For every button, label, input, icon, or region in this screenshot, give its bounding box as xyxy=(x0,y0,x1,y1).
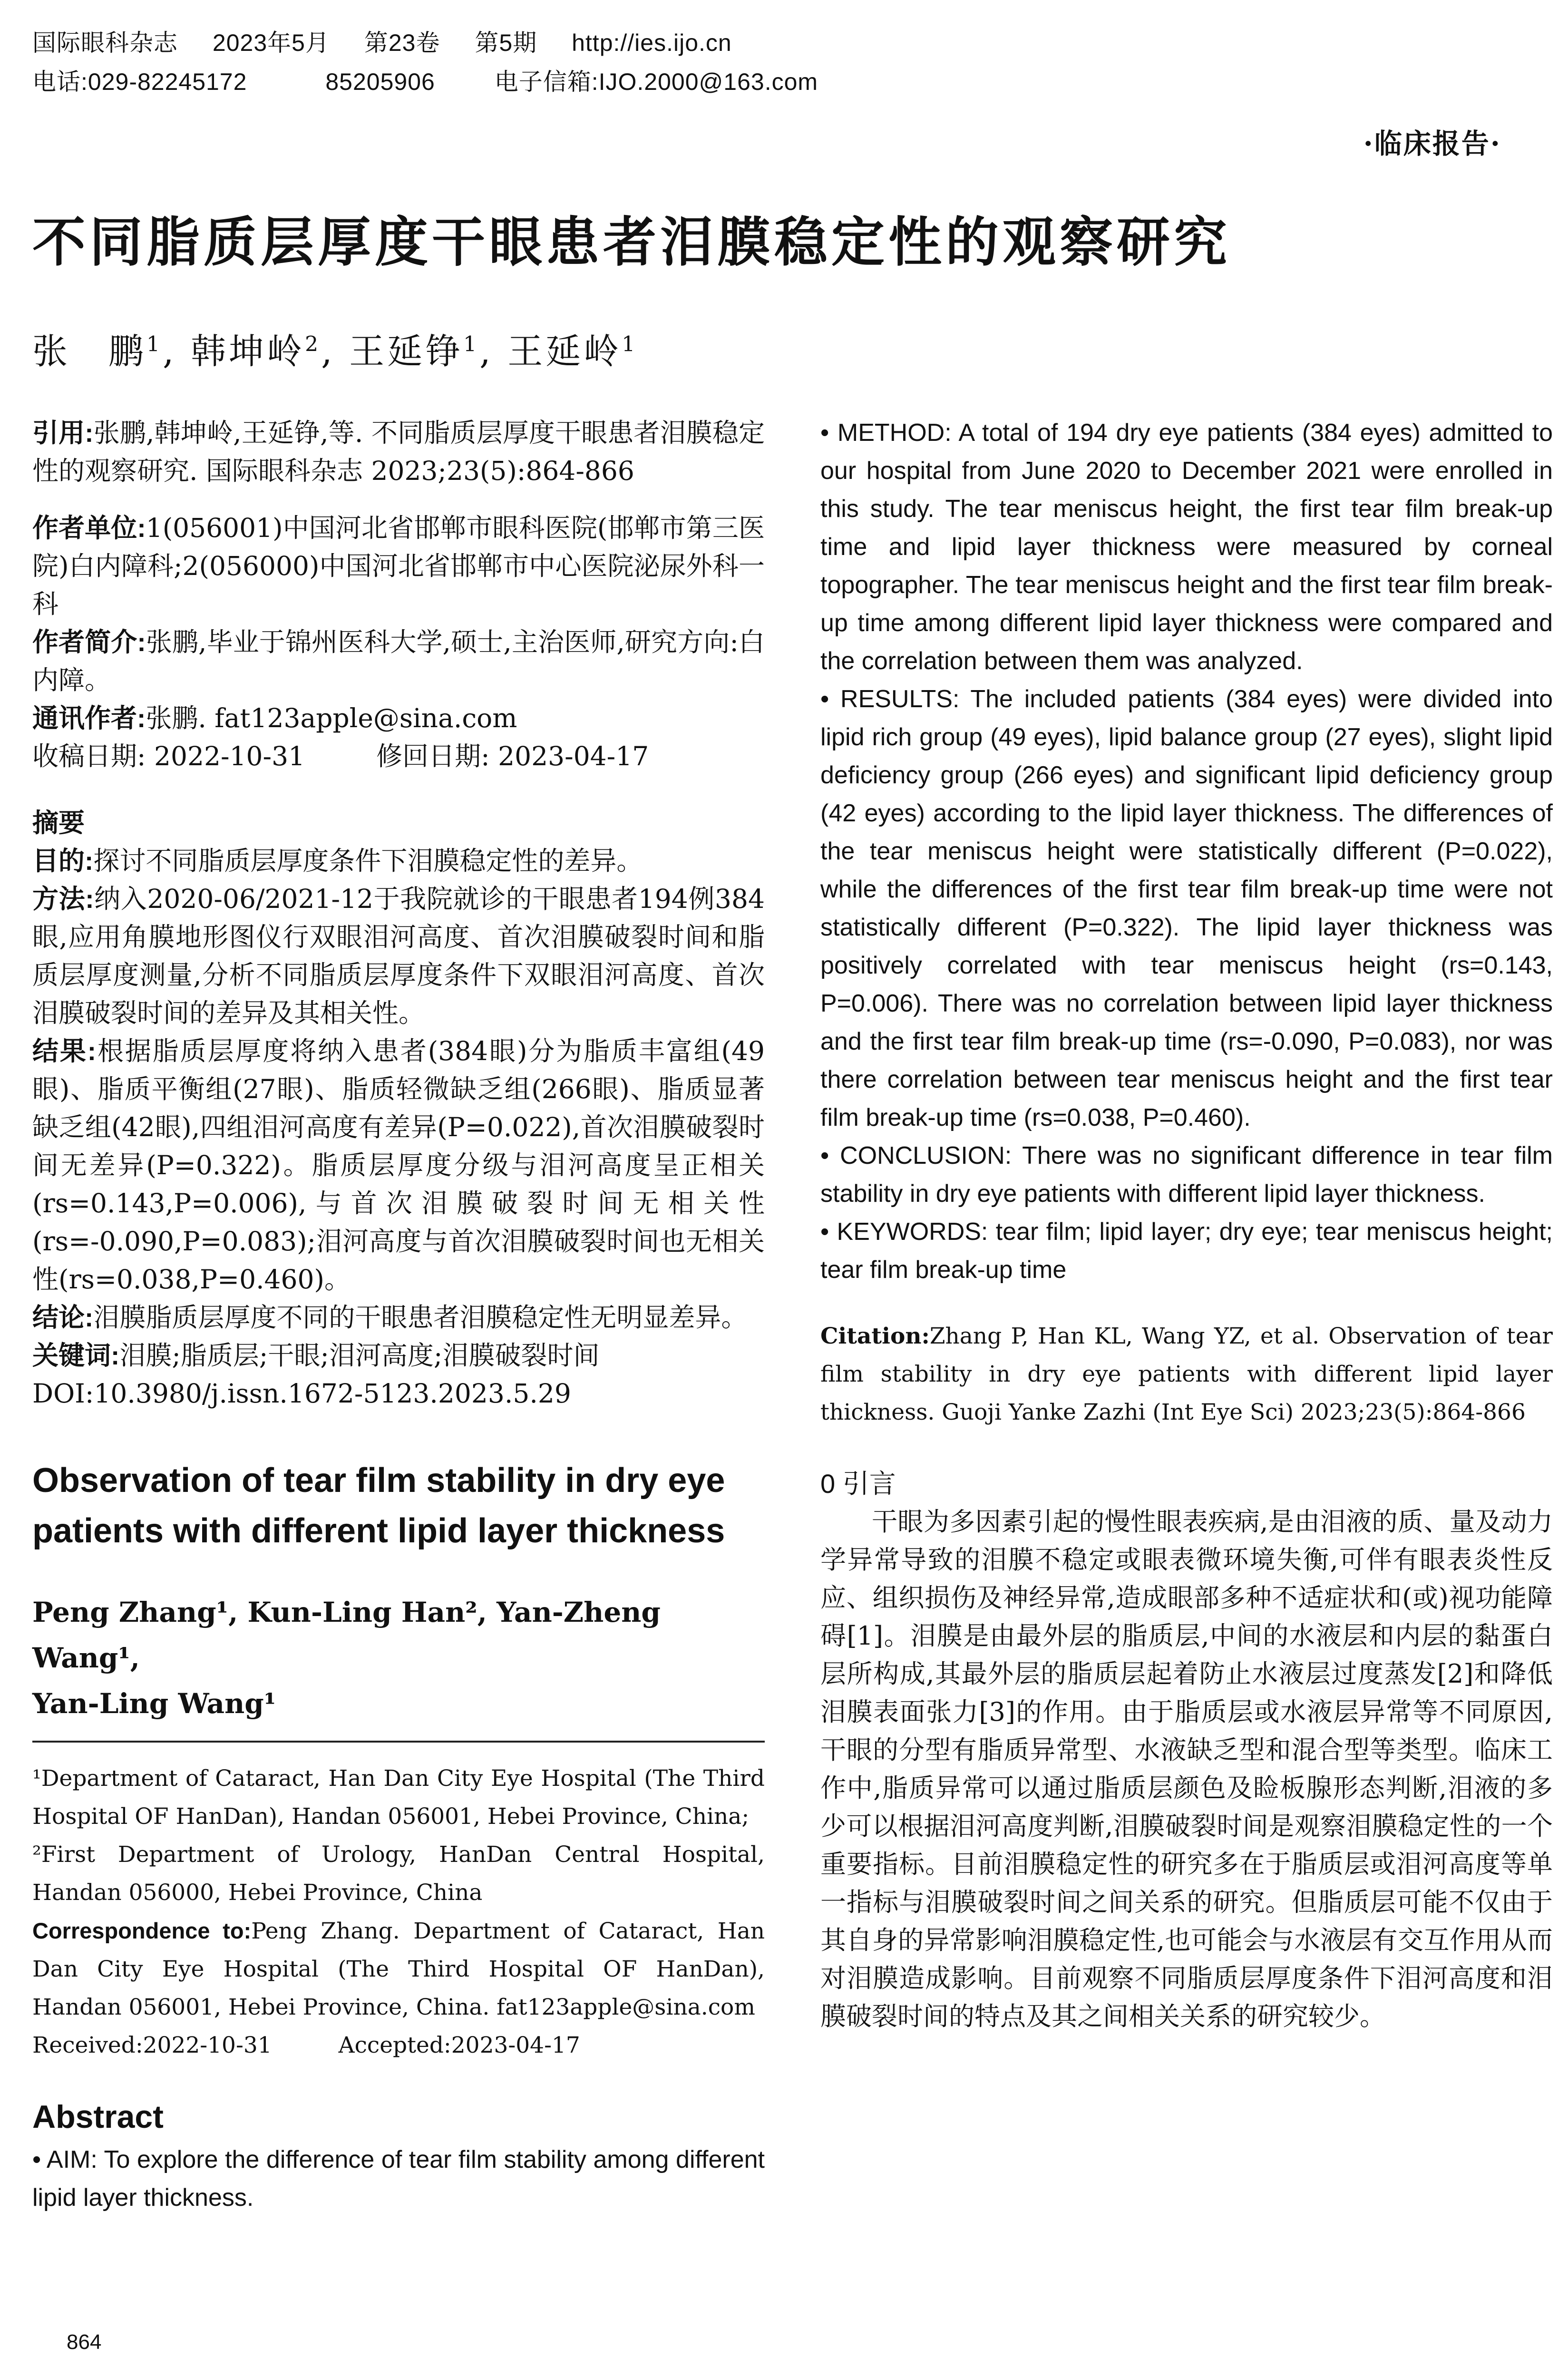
method-cn xyxy=(32,880,765,1032)
authors-cn xyxy=(32,323,638,374)
correspondence-cn-label: 通讯作者: xyxy=(32,703,146,733)
correspondence-en-text: Peng Zhang. Department of Cataract, Han Dan City Eye Hospital (The Third Hospital OF HanDan), Handan 056001, Hebei Province, China. fat123apple@sina.com xyxy=(32,1918,765,2020)
phone-2: 85205906 xyxy=(325,68,435,95)
conclusion-cn-text: 泪膜脂质层厚度不同的干眼患者泪膜稳定性无明显差异。 xyxy=(93,1302,748,1333)
aim-cn-text: 探讨不同脂质层厚度条件下泪膜稳定性的差异。 xyxy=(93,846,643,876)
intro-paragraph: 干眼为多因素引起的慢性眼表疾病,是由泪液的质、量及动力学异常导致的泪膜不稳定或眼表微环境失衡,可伴有眼表炎性反应、组织损伤及神经异常,造成眼部多种不适症状和(或)视功能障碍[1]。泪膜是由最外层的脂质层,中间的水液层和内层的黏蛋白层所构成,其最外层的脂质层起着防止水液层过度蒸发[2]和降低泪膜表面张力[3]的作用。由于脂质层或水液层异常等不同原因,干眼的分型有脂质异常型、水液缺乏型和混合型等类型。临床工作中,脂质异常可以通过脂质层颜色及睑板腺形态判断,泪液的多少可以根据泪河高度判断,泪膜破裂时间是观察泪膜稳定性的一个重要指标。目前泪膜稳定性的研究多在于脂质层或泪河高度等单一指标与泪膜破裂时间之间关系的研究。但脂质层可能不仅由于其自身的异常影响泪膜稳定性,也可能会与水液层有交互作用从而对泪膜造成影响。目前观察不同脂质层厚度条件下泪河高度和泪膜破裂时间的特点及其之间相关关系的研究较少。 xyxy=(820,1507,1553,2031)
correspondence-cn xyxy=(32,699,765,737)
issue: 第5期 xyxy=(475,29,537,56)
revised-cn: 修回日期: 2023-04-17 xyxy=(376,741,649,771)
affiliation-cn xyxy=(32,509,765,623)
keywords-cn-label: 关键词: xyxy=(32,1341,120,1370)
conclusion-cn-label: 结论: xyxy=(32,1303,94,1332)
correspondence-en-label: Correspondence to: xyxy=(32,1918,252,1943)
author-cn-3-sup: 1 xyxy=(463,332,480,357)
affiliation-cn-label: 作者单位: xyxy=(32,513,146,543)
result-cn xyxy=(32,1032,765,1298)
author-cn-1: 张 鹏 xyxy=(32,331,146,372)
result-cn-label: 结果: xyxy=(32,1036,97,1066)
correspondence-cn-text: 张鹏. fat123apple@sina.com xyxy=(146,703,517,733)
authors-en-line2: Yan-Ling Wang¹ xyxy=(32,1687,276,1720)
results-en: • RESULTS: The included patients (384 eyes) were divided into lipid rich group (49 eyes), lipid balance group (27 eyes), slight lipid deficiency group (266 eyes) and significant lipid deficiency group (42 eyes) according to the lipid layer thickness. The differences of the tear meniscus height were statistically different (P=0.022), while the differences of the first tear film break-up time were not statistically different (P=0.322). The lipid layer thickness was positively correlated with tear meniscus height (rs=0.143, P=0.006). There was no correlation between lipid layer thickness and the first tear film break-up time (rs=-0.090, P=0.083), nor was there correlation between tear meniscus height and the first tear film break-up time (rs=0.038, P=0.460). xyxy=(820,685,1553,1131)
page-number: 864 xyxy=(67,2330,102,2354)
author-cn-2-sup: 2 xyxy=(305,332,321,357)
author-sep: , xyxy=(163,331,177,372)
article-title-cn: 不同脂质层厚度干眼患者泪膜稳定性的观察研究 xyxy=(32,213,1231,272)
accepted-en: Accepted:2023-04-17 xyxy=(338,2032,580,2058)
author-cn-3: 王延铮 xyxy=(349,331,464,372)
aim-en: • AIM: To explore the difference of tear film stability among different lipid layer thickness. xyxy=(32,2146,765,2211)
divider xyxy=(32,1741,765,1743)
affiliation-cn-text: 1(056001)中国河北省邯郸市眼科医院(邯郸市第三医院)白内障科;2(056000)中国河北省邯郸市中心医院泌尿外科一科 xyxy=(32,513,765,619)
journal-header-line1 xyxy=(32,24,760,58)
received-en: Received:2022-10-31 xyxy=(32,2032,272,2058)
method-cn-label: 方法: xyxy=(32,884,94,914)
bio-cn xyxy=(32,623,765,699)
bio-cn-text: 张鹏,毕业于锦州医科大学,硕士,主治医师,研究方向:白内障。 xyxy=(32,627,765,695)
citation-en-text: Zhang P, Han KL, Wang YZ, et al. Observation of tear film stability in dry eye patients with different lipid layer thickness. Guoji Yanke Zazhi (Int Eye Sci) 2023;23(5):864-866 xyxy=(820,1323,1553,1425)
citation-en xyxy=(820,1317,1553,1432)
author-cn-4: 王延岭 xyxy=(507,331,622,372)
left-column xyxy=(32,414,765,2217)
keywords-cn xyxy=(32,1336,765,1374)
email[interactable]: 电子信箱:IJO.2000@163.com xyxy=(494,68,818,95)
method-en: • METHOD: A total of 194 dry eye patients (384 eyes) admitted to our hospital from June 2020 to December 2021 were enrolled in this study. The tear meniscus height, the first tear film break-up time and lipid layer thickness were measured by corneal topographer. The tear meniscus height and the first tear film break-up time among different lipid layer thickness were compared and the correlation between them was analyzed. xyxy=(820,419,1553,675)
citation-cn xyxy=(32,414,765,490)
bio-cn-label: 作者简介: xyxy=(32,627,146,657)
affiliation-en-1: ¹Department of Cataract, Han Dan City Eye Hospital (The Third Hospital OF HanDan), Handan 056001, Hebei Province, China; xyxy=(32,1765,765,1830)
section-tag: ·临床报告· xyxy=(1363,127,1501,160)
received-cn: 收稿日期: 2022-10-31 xyxy=(32,741,305,771)
author-cn-2: 韩坤岭 xyxy=(191,331,305,372)
right-column xyxy=(820,414,1553,2036)
affiliation-en-2: ²First Department of Urology, HanDan Central Hospital, Handan 056000, Hebei Province, China xyxy=(32,1841,765,1906)
conclusion-cn xyxy=(32,1298,765,1336)
intro-heading: 0 引言 xyxy=(820,1469,896,1499)
volume: 第23卷 xyxy=(364,29,440,56)
citation-en-label: Citation: xyxy=(820,1323,930,1349)
article-title-en: Observation of tear film stability in dry eye patients with different lipid layer thickness xyxy=(32,1461,725,1550)
journal-name: 国际眼科杂志 xyxy=(32,29,178,56)
journal-header-line2 xyxy=(32,63,846,97)
citation-cn-text: 张鹏,韩坤岭,王延铮,等. 不同脂质层厚度干眼患者泪膜稳定性的观察研究. 国际眼科杂志 2023;23(5):864-866 xyxy=(32,418,765,486)
phone: 电话:029-82245172 xyxy=(32,68,247,95)
dates-en xyxy=(32,2026,765,2065)
correspondence-en xyxy=(32,1912,765,2026)
abstract-cn-heading: 摘要 xyxy=(32,808,85,838)
result-cn-text: 根据脂质层厚度将纳入患者(384眼)分为脂质丰富组(49眼)、脂质平衡组(27眼)、脂质轻微缺乏组(266眼)、脂质显著缺乏组(42眼),四组泪河高度有差异(P=0.022),首次泪膜破裂时间无差异(P=0.322)。脂质层厚度分级与泪河高度呈正相关(rs=0.143,P=0.006),与首次泪膜破裂时间无相关性(rs=-0.090,P=0.083);泪河高度与首次泪膜破裂时间也无相关性(rs=0.038,P=0.460)。 xyxy=(32,1036,765,1295)
abstract-en-heading: Abstract xyxy=(32,2099,164,2135)
citation-cn-label: 引用: xyxy=(32,418,94,448)
author-cn-4-sup: 1 xyxy=(622,332,638,357)
conclusion-en: • CONCLUSION: There was no significant difference in tear film stability in dry eye patients with different lipid layer thickness. xyxy=(820,1142,1553,1208)
keywords-cn-text: 泪膜;脂质层;干眼;泪河高度;泪膜破裂时间 xyxy=(119,1340,600,1371)
doi[interactable]: DOI:10.3980/j.issn.1672-5123.2023.5.29 xyxy=(32,1378,571,1409)
method-cn-text: 纳入2020-06/2021-12于我院就诊的干眼患者194例384眼,应用角膜地形图仪行双眼泪河高度、首次泪膜破裂时间和脂质层厚度测量,分析不同脂质层厚度条件下双眼泪河高度、首次泪膜破裂时间的差异及其相关性。 xyxy=(32,884,765,1028)
authors-en-line1: Peng Zhang¹, Kun-Ling Han², Yan-Zheng Wang¹, xyxy=(32,1596,661,1674)
author-cn-1-sup: 1 xyxy=(146,332,163,357)
dates-cn xyxy=(32,737,765,775)
journal-url[interactable]: http://ies.ijo.cn xyxy=(572,29,732,56)
aim-cn-label: 目的: xyxy=(32,846,94,876)
issue-date: 2023年5月 xyxy=(212,29,330,56)
author-sep: , xyxy=(321,331,335,372)
author-sep: , xyxy=(479,331,494,372)
aim-cn xyxy=(32,842,765,880)
keywords-en: • KEYWORDS: tear film; lipid layer; dry eye; tear meniscus height; tear film break-up time xyxy=(820,1218,1553,1284)
